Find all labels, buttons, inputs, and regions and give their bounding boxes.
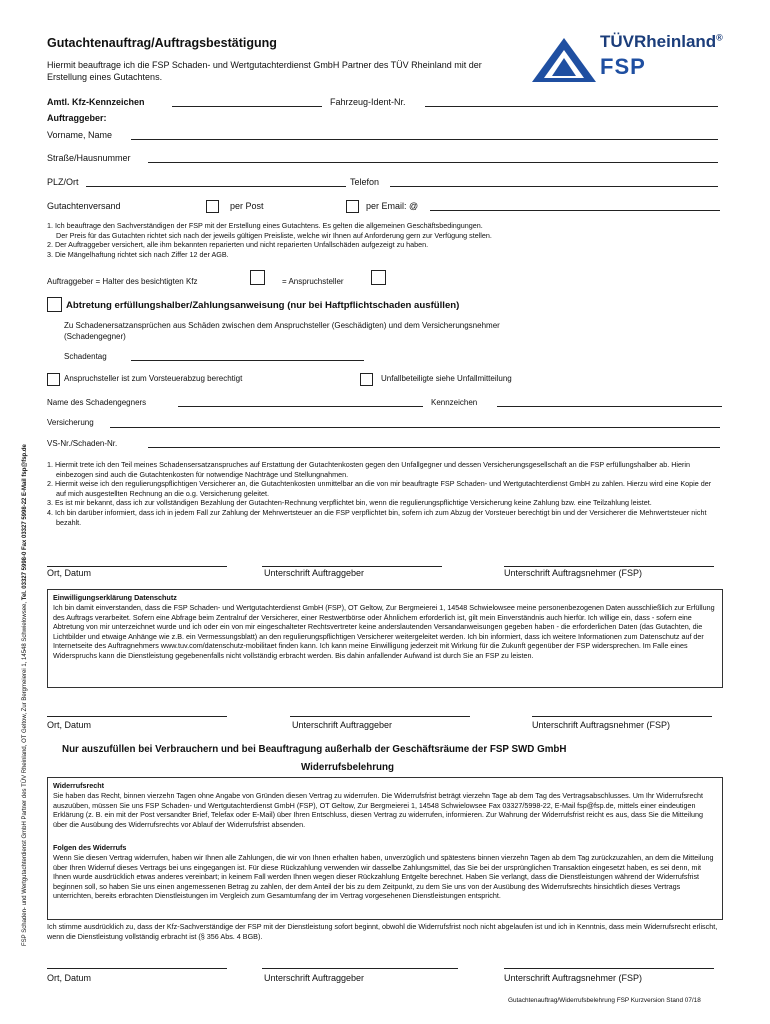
accident-label: Unfallbeteiligte siehe Unfallmitteilung	[381, 374, 512, 383]
vin-input[interactable]	[425, 106, 718, 107]
sidebar-company-info	[22, 444, 28, 946]
signature-line-place[interactable]	[47, 566, 227, 567]
terms-item: 3. Es ist mir bekannt, dass ich zur vollständigen Bezahlung der Gutachten-Rechnung verpflichtet bin, wenn die regulierungspflichtige Versicherung keine Zahlung bzw. eine Teilzahlung leistet.	[47, 498, 652, 508]
signature-line-place-3[interactable]	[47, 968, 227, 969]
contractor-signature-label: Unterschrift Auftragsnehmer (FSP)	[504, 568, 643, 578]
signature-line-client[interactable]	[262, 566, 442, 567]
signature-line-contractor[interactable]	[504, 566, 714, 567]
insurance-label: Versicherung	[47, 418, 94, 427]
email-input[interactable]	[430, 210, 720, 211]
insurance-input[interactable]	[110, 427, 720, 428]
contractor-signature-label-2: Unterschrift Auftragsnehmer (FSP)	[532, 720, 671, 730]
consumer-heading: Nur auszufüllen bei Verbrauchern und bei Beauftragung außerhalb der Geschäftsräume der FSP SWD GmbH	[62, 744, 567, 755]
post-checkbox[interactable]	[206, 200, 219, 213]
footer-version: Gutachtenauftrag/Widerrufsbelehrung FSP Kurzversion Stand 07/18	[508, 997, 701, 1004]
policy-label: VS-Nr./Schaden-Nr.	[47, 439, 118, 448]
withdrawal-right-text: Sie haben das Recht, binnen vierzehn Tagen ohne Angabe von Gründen diesen Vertrag zu widerrufen. Die Widerrufsfrist beträgt vierzehn Tage ab dem Tag des Vertragsabschlusses. Um Ihr Widerrufsrecht auszuüben, müssen Sie uns FSP Schaden- und Wertgutachterdienst GmbH (FSP), OT Geltow, Zur Bergmeierei 1, 14548 Schwielowsee Fax 03327/5998-22, E-Mail fsp@fsp.de, mittels einer eindeutigen Erklärung (z. B. ein mit der Post versandter Brief, Telefax oder E-Mail) über Ihren Entschluss, diesen Vertrag zu widerrufen, informieren. Zur Wahrung der Widerrufsfrist reicht es aus, dass Sie die Mitteilung über die Ausübung des Widerrufsrechts vor Ablauf der Widerrufsfrist absenden.	[53, 791, 704, 829]
delivery-label: Gutachtenversand	[47, 201, 121, 211]
post-label: per Post	[230, 201, 264, 211]
logo-brand-text: TÜVRheinland	[600, 32, 717, 51]
city-input[interactable]	[86, 186, 346, 187]
withdrawal-right-heading: Widerrufsrecht	[53, 781, 105, 790]
terms-item: 1. Ich beauftrage den Sachverständigen der FSP mit der Erstellung eines Gutachtens. Es gelten die allgemeinen Geschäftsbedingungen.	[47, 221, 483, 230]
client-signature-label-3: Unterschrift Auftraggeber	[264, 973, 365, 983]
phone-input[interactable]	[390, 186, 718, 187]
city-label: PLZ/Ort	[47, 177, 79, 187]
plate-input[interactable]	[172, 106, 322, 107]
signature-line-place-2[interactable]	[47, 716, 227, 717]
terms-item: 2. Hiermit weise ich den regulierungspflichtigen Versicherer an, die Gutachtenkosten unmittelbar an die von mir beauftragte FSP Schaden- und Wertgutachterdienst GmbH zu zahlen. Hierzu wird eine Kopie der auf mich ausgestellten Rechnung an die o.g. Versicherung geleitet.	[47, 479, 712, 498]
terms-item: 2. Der Auftraggeber versichert, alle ihm bekannten reparierten und nicht reparierten Unfallschäden aufgezeigt zu haben.	[47, 240, 429, 250]
plate-label: Amtl. Kfz-Kennzeichen	[47, 97, 145, 107]
vin-label: Fahrzeug-Ident-Nr.	[330, 97, 406, 107]
sidebar-contact: Tel. 03327 5998-0 Fax 03327 5998-22 E-Mail fsp@fsp.de	[22, 444, 28, 601]
terms-item: 4. Ich bin darüber informiert, dass ich in jedem Fall zur Zahlung der Mehrwertsteuer an die FSP verpflichtet bin, sofern ich zum Abzug der Vorsteuer berechtigt bin und der Versicherer die Mehrwertsteuer nicht bezahlt.	[47, 507, 707, 527]
policy-input[interactable]	[148, 447, 720, 448]
terms-list-2	[47, 460, 719, 527]
opponent-label: Name des Schadengegners	[47, 398, 147, 407]
place-date-label-2: Ort, Datum	[47, 720, 92, 730]
terms-item: Der Preis für das Gutachten richtet sich nach der jeweils gültigen Preisliste, welche wir Ihnen auf Anforderung gern zur Verfügung stellen.	[56, 230, 492, 240]
consent-text: Ich stimme ausdrücklich zu, dass der Kfz-Sachverständige der FSP mit der Dienstleistung sofort beginnt, obwohl die Widerrufsfrist noch nicht abgelaufen ist und ich in Kenntnis, dass mein Widerrufsrecht erlischt, wenn die Dienstleistung vollständig erbracht ist (§ 356 Abs. 4 BGB).	[47, 922, 718, 942]
damage-day-label: Schadentag	[64, 352, 107, 361]
vat-label: Anspruchsteller ist zum Vorsteuerabzug berechtigt	[64, 374, 243, 383]
triangle-logo-icon	[530, 36, 598, 84]
signature-line-client-3[interactable]	[262, 968, 458, 969]
vat-checkbox[interactable]	[47, 373, 60, 386]
assignment-heading: Abtretung erfüllungshalber/Zahlungsanweisung (nur bei Haftpflichtschaden ausfüllen)	[66, 300, 460, 311]
signature-line-client-2[interactable]	[290, 716, 470, 717]
phone-label: Telefon	[350, 177, 380, 187]
signature-line-contractor-2[interactable]	[532, 716, 712, 717]
privacy-text: Ich bin damit einverstanden, dass die FSP Schaden- und Wertgutachterdienst GmbH (FSP), OT Geltow, Zur Bergmeierei 1, 14548 Schwielowsee meine personenbezogenen Daten ausschließlich zur Erfüllung des Auftrags verarbeitet. Sofern eine Abfrage beim Zentralruf der Versicherer, einer Restwertbörse oder Ähnlichem erforderlich ist, gilt mein Einverständnis auch hierfür. Ich willige ein, dass - sofern eine Abtretung von mir unterzeichnet wurde und ich oder ein von mir eingeschalteter Rechtsvertreter keine anderslautenden Versandanweisungen gegeben haben - die erforderlichen Daten (das Gutachten, die Lichtbilder und etwaige Anhänge wie z.B. ein Vermessungsblatt) an den regulierungspflichtigen Versicherer weitergeleitet werden. Ich bin informiert, dass ich weitere Informationen zum Datenschutz auf der Internetseite des Auftragnehmers www.tuv.com/datenschutz-mobilitaet finden kann. Ich kann meine Einwilligung jederzeit mit Wirkung für die Zukunft gegenüber der FSP widersprechen. Im Falle eines Widerspruchs kann die Dienstleistung gegebenenfalls nicht vollständig erbracht werden. Bis dahin anfallender Aufwand ist durch Sie an FSP zu leisten.	[53, 603, 715, 660]
place-date-label: Ort, Datum	[47, 568, 92, 578]
sidebar-company: FSP Schaden- und Wertgutachterdienst GmbH Partner des TÜV Rheinland, OT Geltow, Zur Bergmeierei 1, 14548 Schwielowsee,	[22, 601, 28, 946]
signature-line-contractor-3[interactable]	[504, 968, 714, 969]
client-heading: Auftraggeber:	[47, 113, 107, 123]
page-title: Gutachtenauftrag/Auftragsbestätigung	[47, 36, 277, 50]
logo-registered-mark: ®	[716, 32, 723, 43]
privacy-heading: Einwilligungserklärung Datenschutz	[53, 593, 177, 602]
opponent-plate-input[interactable]	[497, 406, 722, 407]
accident-checkbox[interactable]	[360, 373, 373, 386]
consequences-heading: Folgen des Widerrufs	[53, 843, 127, 852]
damage-day-input[interactable]	[131, 360, 364, 361]
name-label: Vorname, Name	[47, 130, 113, 140]
terms-list-1	[47, 221, 727, 259]
name-input[interactable]	[131, 139, 718, 140]
street-input[interactable]	[148, 162, 718, 163]
holder-label: Auftraggeber = Halter des besichtigten Kfz	[47, 277, 198, 286]
client-signature-label-2: Unterschrift Auftraggeber	[292, 720, 393, 730]
intro-text: Hiermit beauftrage ich die FSP Schaden- und Wertgutachterdienst GmbH Partner des TÜV Rheinland mit der Erstellung eines Gutachtens.	[47, 60, 482, 82]
email-label: per Email: @	[366, 201, 419, 211]
terms-item: 1. Hiermit trete ich den Teil meines Schadensersatzanspruches auf Erstattung der Gutachtenkosten gegen den Unfallgegner und dessen Versicherungsgesellschaft an die FSP erfüllungshalber ab. Hierin einbezogen sind auch die Gutachtenkosten für notwendige Nachträge und Stellungnahmen.	[47, 460, 690, 479]
withdrawal-heading: Widerrufsbelehrung	[301, 762, 394, 773]
claimant-label: = Anspruchsteller	[282, 277, 344, 286]
claimant-checkbox[interactable]	[371, 270, 386, 285]
holder-checkbox[interactable]	[250, 270, 265, 285]
assignment-text: Zu Schadenersatzansprüchen aus Schäden zwischen dem Anspruchsteller (Geschädigten) und dem Versicherungsnehmer (Schadengegner)	[64, 321, 500, 341]
consequences-text: Wenn Sie diesen Vertrag widerrufen, haben wir Ihnen alle Zahlungen, die wir von Ihnen erhalten haben, unverzüglich und spätestens binnen vierzehn Tagen ab dem Tag zurückzuzahlen, an dem die Mitteilung über Ihren Widerruf dieses Vertrags bei uns eingegangen ist. Für diese Rückzahlung verwenden wir dasselbe Zahlungsmittel, das Sie bei der ursprünglichen Transaktion eingesetzt haben, es sei denn, mit Ihnen wurde ausdrücklich etwas anderes vereinbart; in keinem Fall werden Ihnen wegen dieser Rückzahlung Entgelte berechnet. Haben Sie verlangt, dass die Dienstleistungen während der Widerrufsfrist beginnen soll, so haben Sie uns einen angemessenen Betrag zu zahlen, der dem Anteil der bis zu dem Zeitpunkt, zu dem Sie uns von der Ausübung des Widerrufsrechts hinsichtlich dieses Vertrags unterrichten, bereits erbrachten Dienstleistungen im Vergleich zum Gesamtumfang der im Vertrag vorgesehenen Dienstleistungen entspricht.	[53, 853, 714, 901]
opponent-plate-label: Kennzeichen	[431, 398, 478, 407]
email-checkbox[interactable]	[346, 200, 359, 213]
terms-item: 3. Die Mängelhaftung richtet sich nach Ziffer 12 der AGB.	[47, 249, 229, 259]
contractor-signature-label-3: Unterschrift Auftragsnehmer (FSP)	[504, 973, 643, 983]
logo-fsp-text: FSP	[600, 54, 646, 79]
street-label: Straße/Hausnummer	[47, 153, 131, 163]
assignment-checkbox[interactable]	[47, 297, 62, 312]
client-signature-label: Unterschrift Auftraggeber	[264, 568, 365, 578]
place-date-label-3: Ort, Datum	[47, 973, 92, 983]
opponent-input[interactable]	[178, 406, 423, 407]
